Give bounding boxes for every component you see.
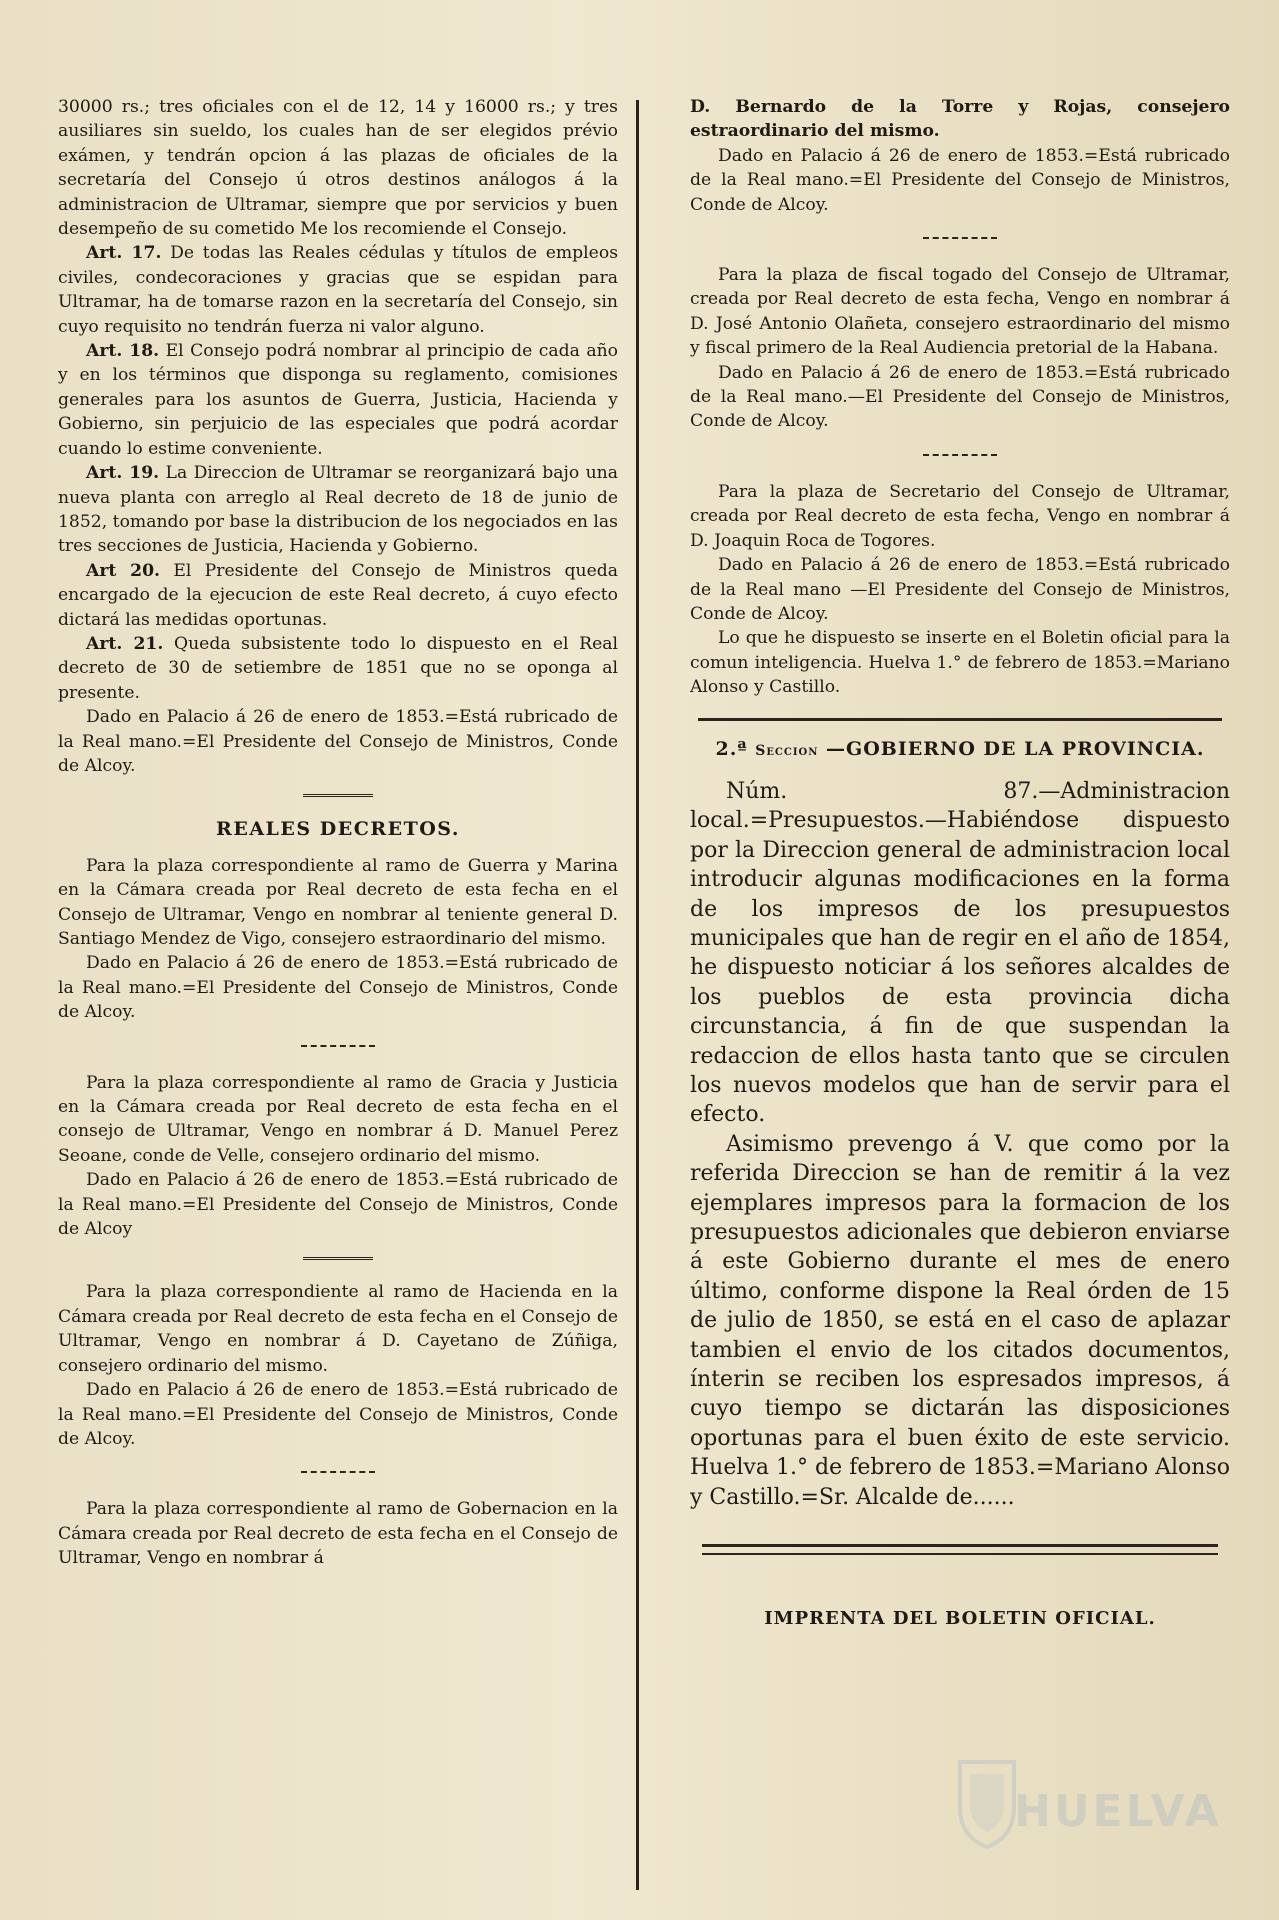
decree-gobernacion-dado: Dado en Palacio á 26 de enero de 1853.=Está rubricado de la Real mano.=El Presidente del Consejo de Ministros, Conde de Alcoy. bbox=[690, 145, 1230, 215]
decree-secretario-text: Para la plaza de Secretario del Consejo de Ultramar, creada por Real decreto de esta fecha, Vengo en nombrar á D. Joaquin Roca de Togores. bbox=[690, 481, 1230, 551]
huelva-watermark bbox=[952, 1752, 1222, 1862]
section-heading: —GOBIERNO DE LA PROVINCIA. bbox=[826, 737, 1205, 760]
section-rule bbox=[698, 718, 1222, 721]
decree-hacienda-dado: Dado en Palacio á 26 de enero de 1853.=Está rubricado de la Real mano.=El Presidente del Consejo de Ministros, Conde de Alcoy. bbox=[58, 1380, 618, 1449]
decree-fiscal-text: Para la plaza de fiscal togado del Consejo de Ultramar, creada por Real decreto de esta fecha, Vengo en nombrar á D. José Antonio Olañeta, consejero estraordinario del mismo y fiscal primero de la Real Audiencia pretorial de la Habana. bbox=[690, 265, 1230, 359]
article-18-text: El Consejo podrá nombrar al principio de cada año y en los términos que disponga su reglamento, comisiones generales para los asuntos de Guerra, Justicia, Hacienda y Gobierno, sin perjuicio de las especiales que podrá acordar cuando lo estime conveniente. bbox=[58, 341, 618, 459]
article-20-number: Art 20. bbox=[86, 560, 161, 581]
article-18 bbox=[58, 339, 618, 461]
section-number: 2.ª bbox=[715, 737, 748, 760]
article-20-text: El Presidente del Consejo de Ministros queda encargado de la ejecucion de este Real decreto, á cuyo efecto dictará las medidas oportunas. bbox=[58, 560, 618, 630]
article-19 bbox=[58, 461, 618, 559]
dado-signature: Dado en Palacio á 26 de enero de 1853.=Está rubricado de la Real mano.=El Presidente del Consejo de Ministros, Conde de Alcoy. bbox=[58, 707, 618, 776]
column-divider bbox=[636, 100, 639, 1890]
article-21-number: Art. 21. bbox=[86, 633, 164, 654]
dash-separator bbox=[923, 237, 997, 239]
article-21 bbox=[58, 632, 618, 705]
num-87-paragraph-2: Asimismo prevengo á V. que como por la referida Direccion se han de remitir á la vez ejemplares impresos para la formacion de los presupuestos adicionales que debieron enviarse á este Gobierno durante el mes de enero último, conforme dispone la Real órden de 15 de julio de 1850, se está en el caso de aplazar tambien el envio de los citados documentos, ínterin se reciben los espresados impresos, á cuyo tiempo se dictarán las disposiciones oportunas para el buen éxito de este servicio. Huelva 1.° de febrero de 1853.=Mariano Alonso y Castillo.=Sr. Alcalde de...... bbox=[690, 1131, 1230, 1510]
article-21-text: Queda subsistente todo lo dispuesto en el Real decreto de 30 de setiembre de 1851 que no se oponga al presente. bbox=[58, 633, 618, 703]
dash-separator bbox=[301, 1045, 375, 1047]
decree-hacienda-text: Para la plaza correspondiente al ramo de Hacienda en la Cámara creada por Real decreto de esta fecha en el Consejo de Ultramar, Vengo en nombrar á D. Cayetano de Zúñiga, consejero ordinario del mismo. bbox=[58, 1282, 618, 1376]
num-87-paragraph-1: Núm. 87.—Administracion local.=Presupuestos.—Habiéndose dispuesto por la Direccion general de administracion local introducir algunas modificaciones en la forma de los impresos de los presupuestos municipales que han de regir en el año de 1854, he dispuesto noticiar á los señores alcaldes de los pueblos de esta provincia dicha circunstancia, á fin de que suspendan la redaccion de ellos hasta tanto que se circulen los nuevos modelos que han de servir para el efecto. bbox=[690, 778, 1230, 1128]
dash-separator bbox=[923, 454, 997, 456]
watermark-text: HUELVA bbox=[1014, 1786, 1222, 1837]
section-label: Seccion bbox=[755, 742, 819, 759]
reales-decretos-heading: REALES DECRETOS. bbox=[216, 818, 460, 841]
ornament-separator bbox=[303, 794, 373, 797]
crest-icon bbox=[952, 1752, 1022, 1852]
dash-separator bbox=[301, 1471, 375, 1473]
decree-guerra-text: Para la plaza correspondiente al ramo de Guerra y Marina en la Cámara creada por Real decreto de esta fecha en el Consejo de Ultramar, Vengo en nombrar al teniente general D. Santiago Mendez de Vigo, consejero estraordinario del mismo. bbox=[58, 855, 618, 949]
ornament-separator bbox=[303, 1257, 373, 1260]
article-19-text: La Direccion de Ultramar se reorganizará bajo una nueva planta con arreglo al Real decreto de 18 de junio de 1852, tomando por base la distribucion de los negociados en las tres secciones de Justicia, Hacienda y Gobierno. bbox=[58, 463, 618, 557]
decree-guerra-dado: Dado en Palacio á 26 de enero de 1853.=Está rubricado de la Real mano.=El Presidente del Consejo de Ministros, Conde de Alcoy. bbox=[58, 953, 618, 1023]
article-19-number: Art. 19. bbox=[86, 463, 160, 484]
decree-secretario-dado: Dado en Palacio á 26 de enero de 1853.=Está rubricado de la Real mano —El Presidente del Consejo de Ministros, Conde de Alcoy. bbox=[690, 555, 1230, 624]
article-18-number: Art. 18. bbox=[86, 341, 160, 362]
article-20 bbox=[58, 559, 618, 632]
decree-gobernacion-text: Para la plaza correspondiente al ramo de Gobernacion en la Cámara creada por Real decreto de esta fecha en el Consejo de Ultramar, Vengo en nombrar á bbox=[58, 1499, 618, 1569]
imprint-line: IMPRENTA DEL BOLETIN OFICIAL. bbox=[764, 1608, 1156, 1630]
article-17 bbox=[58, 241, 618, 339]
double-rule bbox=[702, 1544, 1218, 1555]
article-17-text: De todas las Reales cédulas y títulos de empleos civiles, condecoraciones y gracias que se espidan para Ultramar, ha de tomarse razon en la secretaría del Consejo, sin cuyo requisito no tendrán fuerza ni valor alguno. bbox=[58, 243, 618, 337]
left-column bbox=[58, 95, 618, 1571]
decree-gracia-dado: Dado en Palacio á 26 de enero de 1853.=Está rubricado de la Real mano.=El Presidente del Consejo de Ministros, Conde de Alcoy bbox=[58, 1170, 618, 1240]
decree-gracia-text: Para la plaza correspondiente al ramo de Gracia y Justicia en la Cámara creada por Real decreto de esta fecha en el consejo de Ultramar, Vengo en nombrar á D. Manuel Perez Seoane, conde de Velle, consejero ordinario del mismo. bbox=[58, 1072, 618, 1166]
right-column bbox=[690, 95, 1230, 1632]
insertion-note: Lo que he dispuesto se inserte en el Boletin oficial para la comun inteligencia. Huelva 1.° de febrero de 1853.=Mariano Alonso y Castillo. bbox=[690, 628, 1230, 698]
decree-gobernacion-continuation: D. Bernardo de la Torre y Rojas, consejero estraordinario del mismo. bbox=[690, 97, 1230, 142]
article-17-number: Art. 17. bbox=[86, 243, 162, 264]
decree-fiscal-dado: Dado en Palacio á 26 de enero de 1853.=Está rubricado de la Real mano.—El Presidente del Consejo de Ministros, Conde de Alcoy. bbox=[690, 362, 1230, 432]
paragraph-continuation: 30000 rs.; tres oficiales con el de 12, 14 y 16000 rs.; y tres ausiliares sin sueldo, los cuales han de ser elegidos prévio exámen, y tendrán opcion á las plazas de oficiales de la secretaría del Consejo ú otros destinos análogos á la administracion de Ultramar, siempre que por servicios y buen desempeño de su cometido Me los recomiende el Consejo. bbox=[58, 97, 618, 240]
section-title bbox=[690, 737, 1230, 763]
